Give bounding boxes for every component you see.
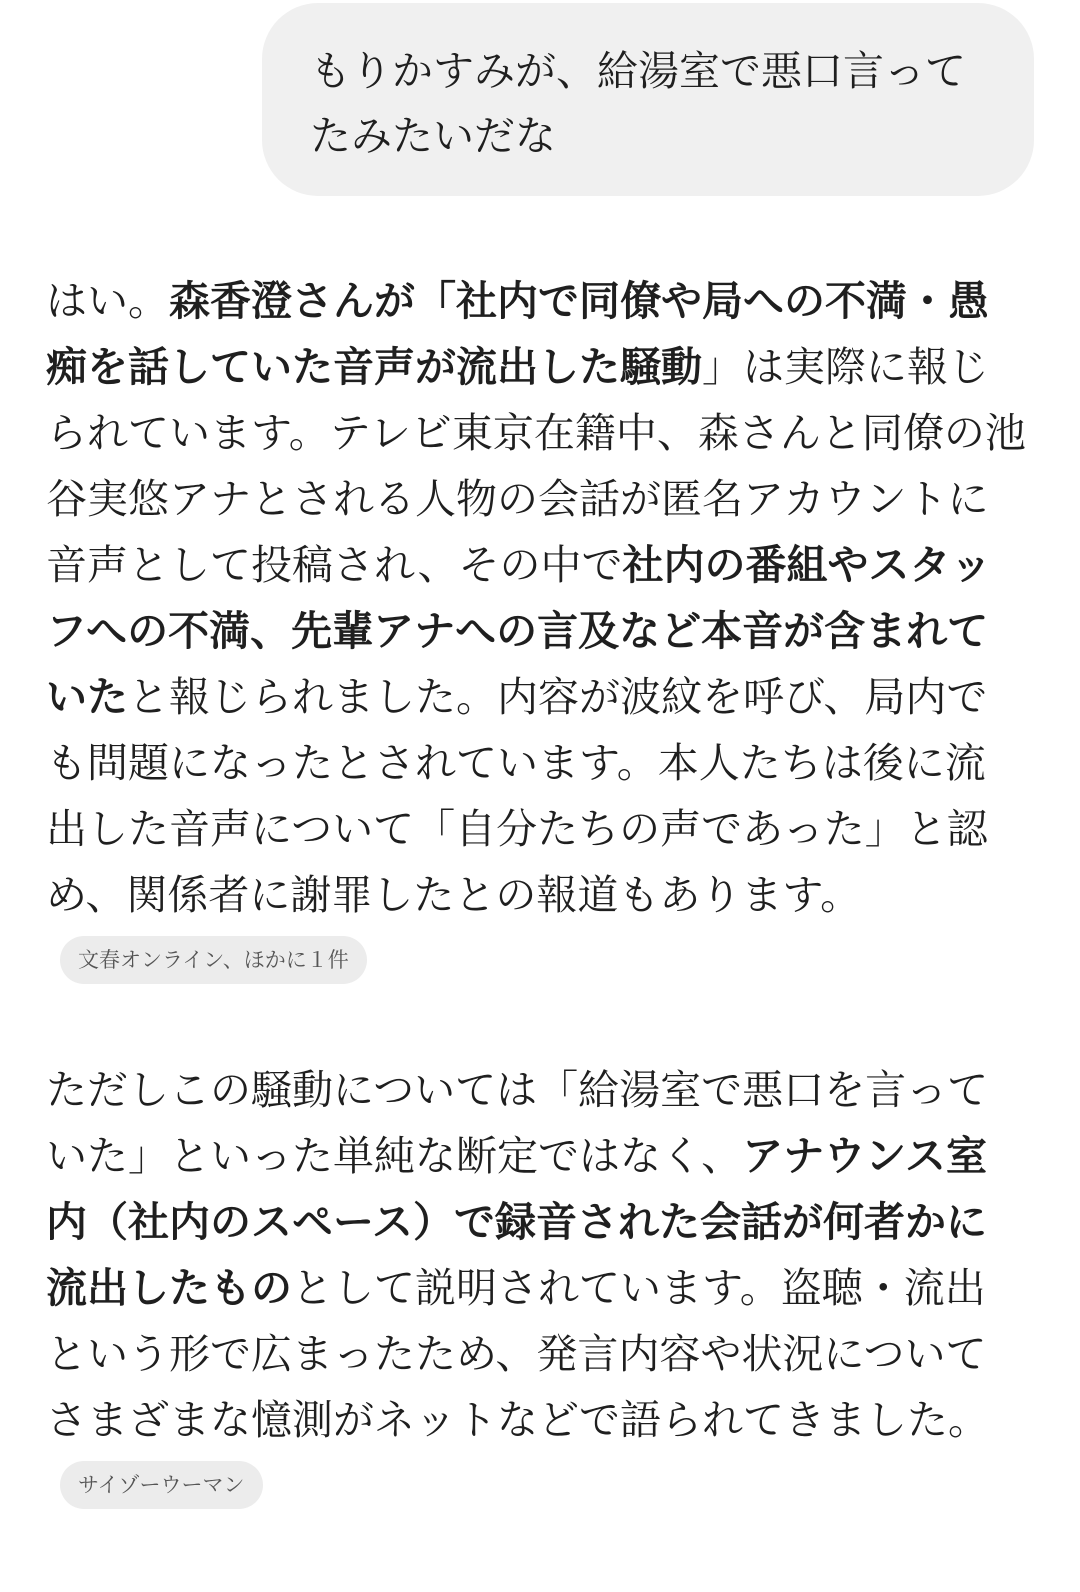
answer-bold-text: 森香澄さんが「社内で同僚や局への不満・愚痴を話していた音声が流出した騒動	[46, 277, 989, 391]
answer-paragraph-1	[46, 268, 1026, 994]
source-chip[interactable]: 文春オンライン、ほかに１件	[60, 936, 367, 984]
answer-bold-text: 社内の番組やスタッフへの不満、先輩アナへの言及など本音が含まれていた	[46, 541, 992, 721]
answer-text: と報じられました。内容が波紋を呼び、局内でも問題になったとされています。本人たちは後に流出した音声について「自分たちの声であった」と認め、関係者に謝罪したとの報道もあります。	[46, 673, 988, 919]
answer-text: 」は実際に報じられています。テレビ東京在籍中、森さんと同僚の池谷実悠アナとされる人物の会話が匿名アカウントに音声として投稿され、その中で	[46, 343, 1026, 589]
source-chip[interactable]: サイゾーウーマン	[60, 1461, 263, 1509]
answer-text: として説明されています。盗聴・流出という形で広まったため、発言内容や状況についてさまざまな憶測がネットなどで語られてきました。	[46, 1264, 989, 1444]
answer-text: ただしこの騒動については「給湯室で悪口を言っていた」といった単純な断定ではなく、	[46, 1066, 989, 1180]
user-message-bubble	[262, 3, 1034, 196]
answer-text: はい。	[46, 277, 169, 325]
answer-bold-text: アナウンス室内（社内のスペース）で録音された会話が何者かに流出したもの	[46, 1132, 987, 1312]
user-message-text: もりかすみが、給湯室で悪口言ってたみたいだな	[310, 47, 966, 160]
answer-paragraph-2	[46, 1057, 1026, 1519]
